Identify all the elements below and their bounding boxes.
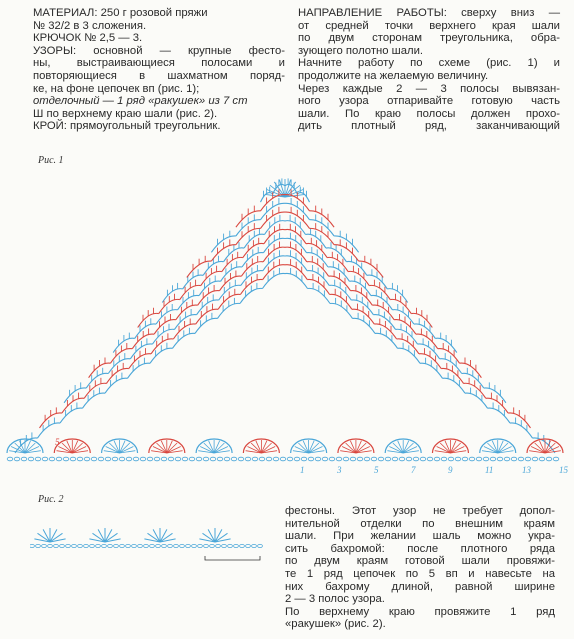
chain-stitch — [60, 544, 65, 547]
chain-stitch — [420, 457, 426, 461]
chain-stitch — [98, 457, 104, 461]
material-line-2: № 32/2 в 3 сложения. — [33, 19, 147, 32]
chain-stitch — [84, 457, 90, 461]
patterns-line-5: отделочный — 1 ряд «ракушек» из 7 ст — [33, 95, 248, 108]
chain-stitch — [280, 457, 286, 461]
chain-stitch — [150, 544, 155, 547]
chain-stitch — [266, 457, 272, 461]
chain-stitch — [238, 457, 244, 461]
chain-stitch — [168, 457, 174, 461]
chain-stitch — [70, 457, 76, 461]
chain-stitch — [406, 457, 412, 461]
chain-stitch — [132, 544, 137, 547]
row-number-label: 13 — [522, 465, 531, 475]
bottom-line-3: шали. При желании шаль можно укра- — [285, 530, 555, 543]
direction-line-1: НАПРАВЛЕНИЕ РАБОТЫ: сверху вниз — — [298, 7, 560, 19]
chain-stitch — [56, 457, 62, 461]
bottom-line-4: сить бахромой: после плотного ряда — [285, 542, 555, 555]
chain-stitch — [182, 457, 188, 461]
chain-stitch — [343, 457, 349, 461]
chain-stitch — [222, 544, 227, 547]
chain-stitch — [147, 457, 153, 461]
chain-stitch — [49, 457, 55, 461]
cut-line: КРОЙ: прямоугольный треугольник. — [33, 120, 221, 133]
chain-stitch — [102, 544, 107, 547]
chain-stitch — [546, 457, 552, 461]
chain-stitch — [315, 457, 321, 461]
chain-stitch — [399, 457, 405, 461]
chain-stitch — [133, 457, 139, 461]
chain-stitch — [174, 544, 179, 547]
chain-stitch — [336, 457, 342, 461]
chain-stitch — [144, 544, 149, 547]
chain-stitch — [108, 544, 113, 547]
chain-stitch — [203, 457, 209, 461]
row-number-label: 1 — [300, 465, 305, 475]
chain-stitch — [539, 457, 545, 461]
chain-stitch — [392, 457, 398, 461]
chain-stitch — [240, 544, 245, 547]
chain-stitch — [84, 544, 89, 547]
chain-stitch — [105, 457, 111, 461]
chain-stitch — [168, 544, 173, 547]
chain-stitch — [90, 544, 95, 547]
bottom-text-column — [285, 505, 555, 631]
patterns-line-1: УЗОРЫ: основной — крупные фесто- — [33, 44, 285, 57]
figure-2-shell-chart — [30, 512, 270, 572]
chain-stitch — [198, 544, 203, 547]
bottom-line-5: по двум краям готовой шали провяжи- — [285, 555, 555, 568]
chain-stitch — [210, 544, 215, 547]
chain-stitch — [287, 457, 293, 461]
chain-stitch — [189, 457, 195, 461]
chain-stitch — [91, 457, 97, 461]
chain-stitch — [476, 457, 482, 461]
direction-line-6: продолжите на желаемую величину. — [298, 69, 489, 82]
chain-stitch — [469, 457, 475, 461]
row-number-label: 11 — [485, 465, 494, 475]
chain-stitch — [385, 457, 391, 461]
chain-stitch — [216, 544, 221, 547]
chain-stitch — [7, 457, 13, 461]
chain-stitch — [234, 544, 239, 547]
patterns-line-2: ны, выстраивающиеся полосами и — [33, 57, 285, 70]
chain-stitch — [231, 457, 237, 461]
figure-1-crochet-chart — [0, 165, 574, 495]
chain-stitch — [14, 457, 20, 461]
chain-stitch — [224, 457, 230, 461]
chain-stitch — [162, 544, 167, 547]
chain-stitch — [258, 544, 263, 547]
chain-stitch — [504, 457, 510, 461]
figure-1-blue-rows — [7, 178, 559, 460]
chain-stitch — [228, 544, 233, 547]
direction-line-10: дить плотный ряд, заканчивающий — [298, 120, 560, 133]
bottom-line-9: По верхнему краю провяжите 1 ряд — [285, 605, 555, 618]
patterns-line-4: ке, на фоне цепочек вп (рис. 1); — [33, 82, 200, 95]
chain-stitch — [259, 457, 265, 461]
chain-stitch — [553, 457, 559, 461]
direction-line-8: ного узора отпаривайте готовую часть — [298, 95, 560, 108]
material-line-1: МАТЕРИАЛ: 250 г розовой пряжи — [33, 7, 208, 19]
chain-stitch — [180, 544, 185, 547]
chain-stitch — [441, 457, 447, 461]
row-number-label: 3 — [337, 465, 342, 475]
chain-stitch — [273, 457, 279, 461]
direction-line-3: по двум сторонам треугольника, обра- — [298, 32, 560, 45]
patterns-line-6: Ш по верхнему краю шали (рис. 2). — [33, 107, 218, 120]
chain-stitch — [483, 457, 489, 461]
repeat-bracket — [205, 556, 260, 560]
direction-line-9: шали. По краю полосы должен прохо- — [298, 107, 560, 120]
chain-stitch — [77, 457, 83, 461]
chain-stitch — [66, 544, 71, 547]
bottom-line-2: нительной отделки по внешним краям — [285, 517, 555, 530]
chain-stitch — [96, 544, 101, 547]
right-text-column — [298, 7, 560, 133]
row-number-label: 5 — [55, 437, 60, 447]
chain-stitch — [112, 457, 118, 461]
chain-stitch — [36, 544, 41, 547]
chain-stitch — [138, 544, 143, 547]
chain-stitch — [217, 457, 223, 461]
chain-stitch — [192, 544, 197, 547]
chain-stitch — [196, 457, 202, 461]
row-number-label: 7 — [411, 465, 416, 475]
chain-stitch — [364, 457, 370, 461]
chain-stitch — [497, 457, 503, 461]
figure-2-shells — [30, 528, 262, 560]
chain-stitch — [245, 457, 251, 461]
chain-stitch — [126, 544, 131, 547]
chain-stitch — [30, 544, 34, 547]
chain-stitch — [154, 457, 160, 461]
chain-stitch — [427, 457, 433, 461]
row-number-label: 5 — [374, 465, 379, 475]
chain-stitch — [378, 457, 384, 461]
figure-1-caption: Рис. 1 — [38, 155, 64, 166]
chain-stitch — [246, 544, 251, 547]
row-number-label: 15 — [559, 465, 568, 475]
chain-stitch — [532, 457, 538, 461]
chain-stitch — [21, 457, 27, 461]
hook-line: КРЮЧОК № 2,5 — 3. — [33, 32, 143, 45]
chain-stitch — [161, 457, 167, 461]
chain-stitch — [63, 457, 69, 461]
chain-stitch — [210, 457, 216, 461]
chain-stitch — [434, 457, 440, 461]
chain-stitch — [371, 457, 377, 461]
chain-stitch — [140, 457, 146, 461]
chain-stitch — [42, 544, 47, 547]
chain-stitch — [48, 544, 53, 547]
chain-stitch — [350, 457, 356, 461]
chain-stitch — [462, 457, 468, 461]
chain-stitch — [186, 544, 191, 547]
chain-stitch — [329, 457, 335, 461]
figure-2-caption: Рис. 2 — [38, 494, 64, 505]
direction-line-5: Начните работу по схеме (рис. 1) и — [298, 57, 560, 70]
chain-stitch — [322, 457, 328, 461]
chain-stitch — [518, 457, 524, 461]
chain-stitch — [175, 457, 181, 461]
chain-stitch — [294, 457, 300, 461]
chain-stitch — [54, 544, 59, 547]
chain-stitch — [126, 457, 132, 461]
patterns-line-3: повторяющиеся в шахматном поряд- — [33, 69, 285, 82]
bottom-line-10: «ракушек» (рис. 2). — [285, 618, 386, 631]
bottom-line-8: 2 — 3 полос узора. — [285, 593, 385, 606]
chain-stitch — [525, 457, 531, 461]
chain-stitch — [357, 457, 363, 461]
direction-line-7: Через каждые 2 — 3 полосы вывязан- — [298, 82, 560, 95]
chain-stitch — [42, 457, 48, 461]
direction-line-4: зующего полотно шали. — [298, 44, 424, 57]
chain-stitch — [156, 544, 161, 547]
chain-stitch — [413, 457, 419, 461]
direction-line-2: от средней точки верхнего края шали — [298, 19, 560, 32]
chain-stitch — [114, 544, 119, 547]
bottom-line-1: фестоны. Этот узор не требует допол- — [285, 505, 555, 517]
chain-stitch — [490, 457, 496, 461]
bottom-line-6: те 1 ряд цепочек по 5 вп и навесьте на — [285, 567, 555, 580]
left-text-column — [33, 7, 285, 133]
chain-stitch — [455, 457, 461, 461]
chain-stitch — [120, 544, 125, 547]
chain-stitch — [119, 457, 125, 461]
row-number-label: 9 — [448, 465, 453, 475]
bottom-line-7: них бахрому длиной, равной ширине — [285, 580, 555, 593]
chain-stitch — [252, 544, 257, 547]
chain-stitch — [448, 457, 454, 461]
chain-stitch — [511, 457, 517, 461]
chain-stitch — [308, 457, 314, 461]
chain-stitch — [28, 457, 34, 461]
chain-stitch — [252, 457, 258, 461]
chain-stitch — [78, 544, 83, 547]
chain-stitch — [72, 544, 77, 547]
chain-stitch — [35, 457, 41, 461]
chain-stitch — [204, 544, 209, 547]
chain-stitch — [301, 457, 307, 461]
